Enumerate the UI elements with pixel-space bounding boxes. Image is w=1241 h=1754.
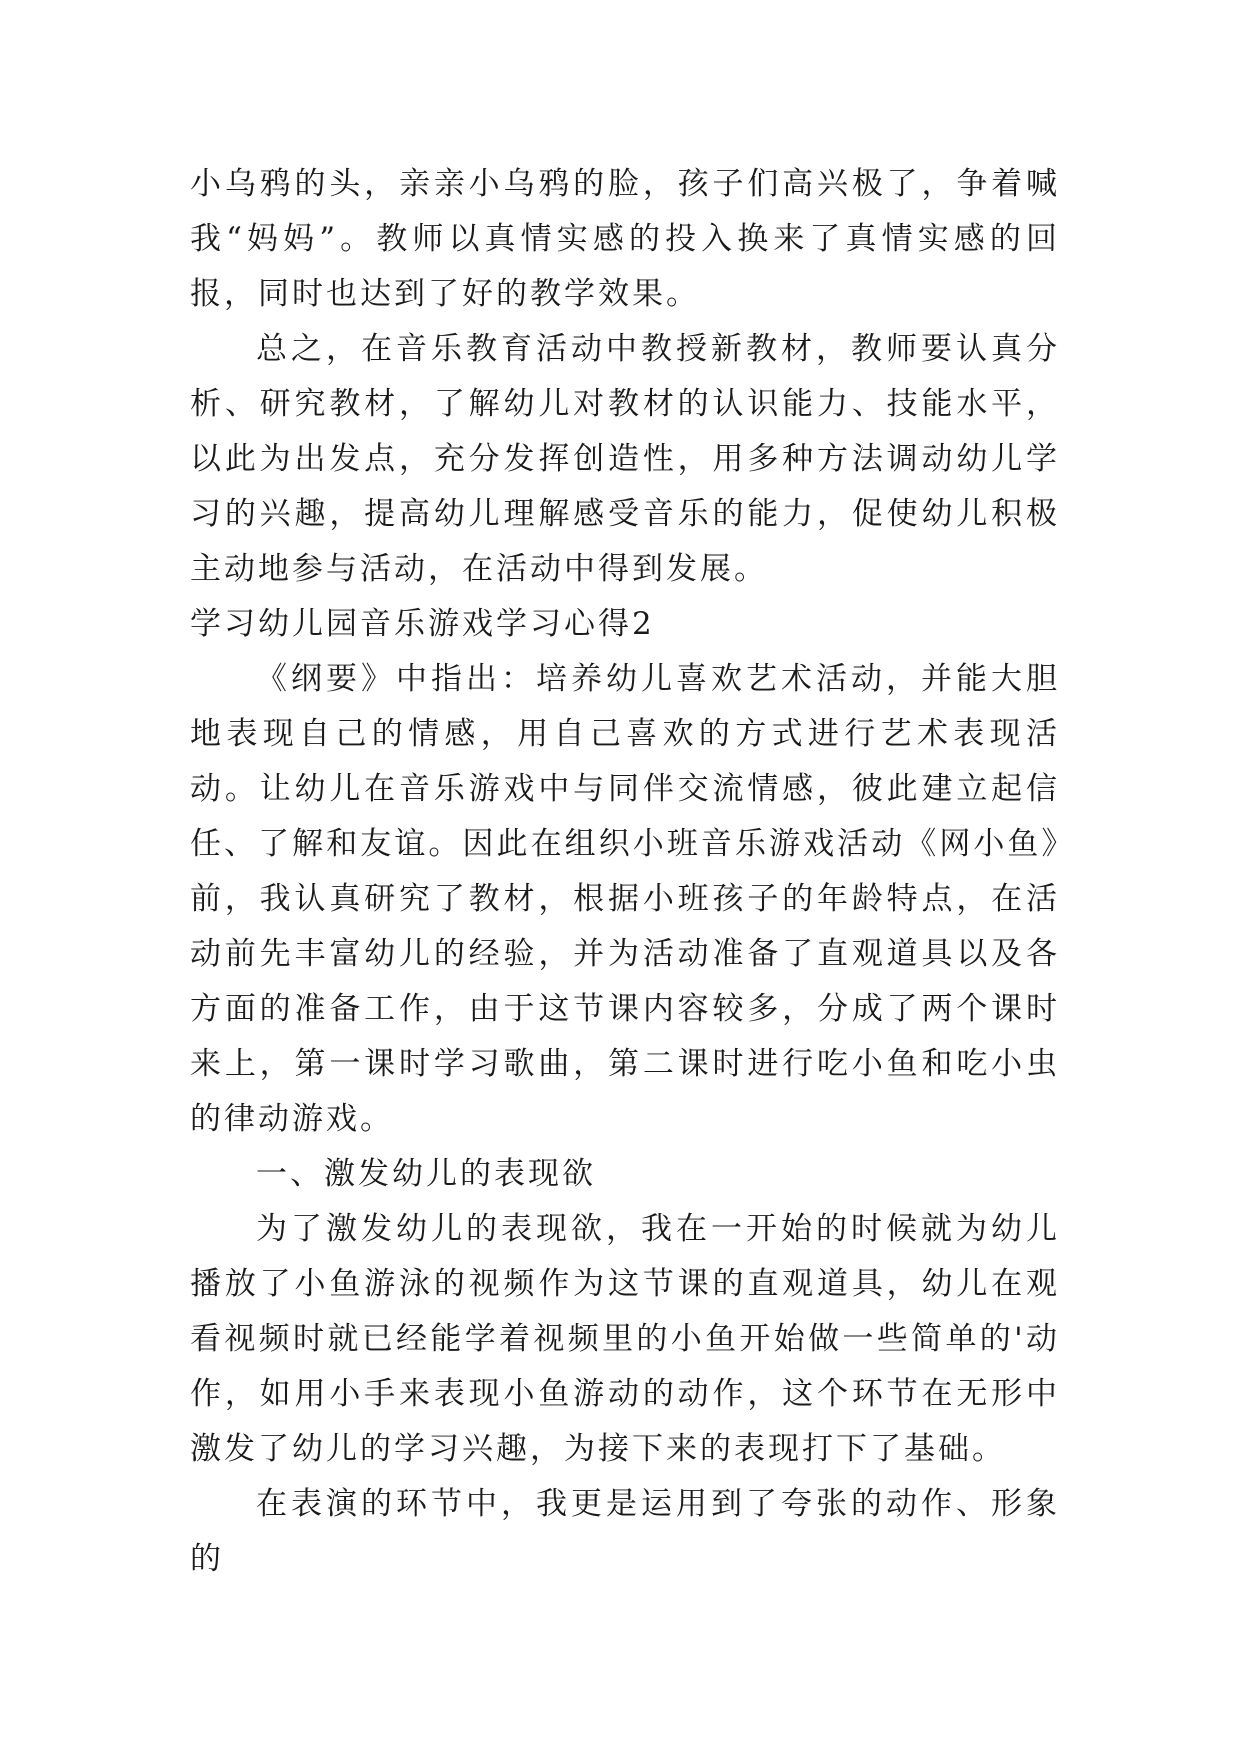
section-heading: 一、激发幼儿的表现欲 [256, 1156, 596, 1192]
paragraph-body: 为了激发幼儿的表现欲，我在一开始的时候就为幼儿播放了小鱼游泳的视频作为这节课的直观道具，幼儿在观看视频时就已经能学着视频里的小鱼开始做一些简单的'动作，如用小手来表现小鱼游动的动作，这个环节在无形中激发了幼儿的学习兴趣，为接下来的表现打下了基础。 [190, 1211, 1060, 1467]
article-title: 学习幼儿园音乐游戏学习心得2 [190, 606, 655, 642]
paragraph-body-cut: 在表演的环节中，我更是运用到了夸张的动作、形象的 [190, 1486, 1060, 1577]
paragraph-intro: 《纲要》中指出：培养幼儿喜欢艺术活动，并能大胆地表现自己的情感，用自己喜欢的方式进行艺术表现活动。让幼儿在音乐游戏中与同伴交流情感，彼此建立起信任、了解和友谊。因此在组织小班音乐游戏活动《网小鱼》前，我认真研究了教材，根据小班孩子的年龄特点，在活动前先丰富幼儿的经验，并为活动准备了直观道具以及各方面的准备工作，由于这节课内容较多，分成了两个课时来上，第一课时学习歌曲，第二课时进行吃小鱼和吃小虫的律动游戏。 [190, 661, 1060, 1137]
paragraph-continuation: 小乌鸦的头，亲亲小乌鸦的脸，孩子们高兴极了，争着喊我“妈妈”。教师以真情实感的投入换来了真情实感的回报，同时也达到了好的教学效果。 [190, 166, 1060, 312]
document-body [190, 157, 1060, 1587]
paragraph-summary: 总之，在音乐教育活动中教授新教材，教师要认真分析、研究教材，了解幼儿对教材的认识能力、技能水平，以此为出发点，充分发挥创造性，用多种方法调动幼儿学习的兴趣，提高幼儿理解感受音乐的能力，促使幼儿积极主动地参与活动，在活动中得到发展。 [190, 331, 1060, 587]
